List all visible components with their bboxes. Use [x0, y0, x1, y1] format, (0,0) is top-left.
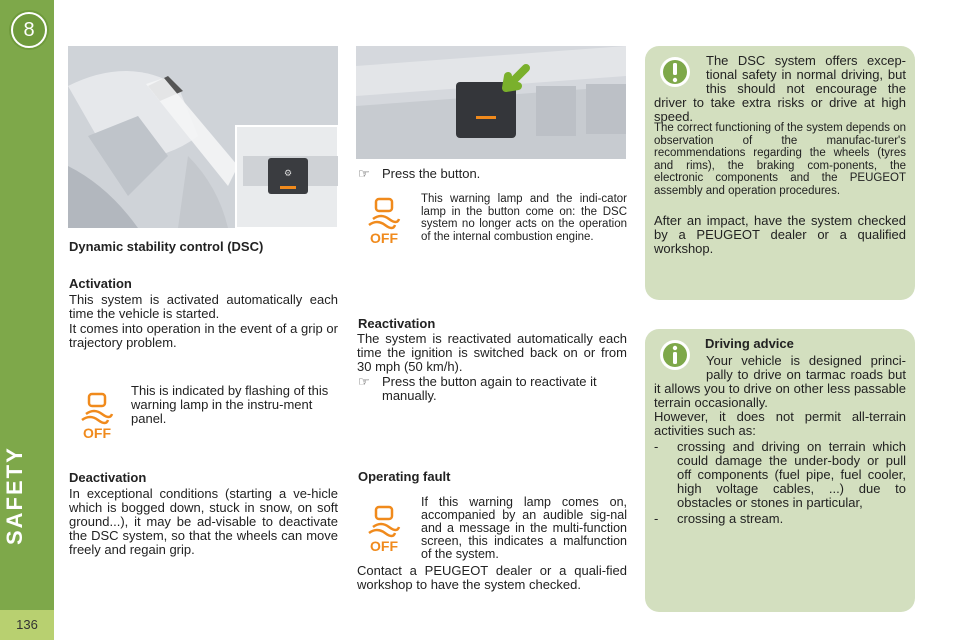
- section-label: SAFETY: [2, 446, 27, 545]
- activation-paragraph-2: It comes into operation in the event of a grip or trajectory problem.: [69, 321, 338, 350]
- dsc-off-warning-icon: [367, 505, 401, 553]
- operating-fault-heading: Operating fault: [358, 469, 451, 484]
- dashboard-photo: [68, 46, 338, 228]
- operating-fault-contact: Contact a PEUGEOT dealer or a quali-fied workshop to have the system checked.: [357, 563, 627, 592]
- deactivation-paragraph: In exceptional conditions (starting a ve-hicle which is bogged down, stuck in snow, on soft ground...), it may be ad-visable to deactivate the DSC system, so that the wheels can move freely and regain grip.: [69, 486, 338, 557]
- activation-paragraph-1: This system is activated automatically each time the vehicle is started.: [69, 292, 338, 321]
- warning-paragraph-2: The correct functioning of the system depends on observation of the manufac-turer's recommendations regarding the wheels (tyres and rims), the braking com-ponents, the electronic components and the PEUGEOT assembly and operation procedures.: [654, 122, 906, 197]
- driving-advice-list: [654, 440, 906, 526]
- list-item: - crossing and driving on terrain which could damage the under-body or pull off components (fuel pipe, fuel cooler, high voltage cables, ...) due to obstacles or stones in particular,: [654, 439, 906, 510]
- chapter-number: 8: [11, 12, 47, 48]
- driving-advice-heading: Driving advice: [705, 336, 794, 351]
- svg-text:OFF: OFF: [83, 425, 111, 440]
- driving-advice-paragraph-1: Your vehicle is designed princi-pally to drive on tarmac roads but it allows you to drive on other less passable terrain occasionally.: [654, 353, 906, 410]
- dsc-off-warning-icon: [80, 392, 114, 440]
- svg-text:OFF: OFF: [370, 230, 398, 245]
- svg-text:OFF: OFF: [370, 538, 398, 553]
- warning-panel: [645, 46, 915, 300]
- press-button-bullet: ☞ Press the button.: [358, 166, 481, 181]
- dsc-off-warning-icon: [367, 197, 401, 245]
- warning-intro: The DSC system offers excep-tional safety in normal driving, but this should not encourage the driver to take extra risks or drive at high speed.: [654, 53, 906, 124]
- driving-advice-paragraph-2: However, it does not permit all-terrain activities such as:: [654, 409, 906, 438]
- section-title: Dynamic stability control (DSC): [69, 239, 264, 254]
- flash-note: This is indicated by flashing of this warning lamp in the instru-ment panel.: [131, 383, 329, 426]
- button-photo: [356, 46, 626, 159]
- reactivation-paragraph: The system is reactivated automatically each time the ignition is switched back on or from 30 mph (50 km/h).: [357, 331, 627, 374]
- driving-advice-panel: [645, 329, 915, 612]
- lamp-note: This warning lamp and the indi-cator lamp in the button come on: the DSC system no longer acts on the operation of the internal combustion engine.: [421, 193, 627, 243]
- reactivation-heading: Reactivation: [358, 316, 436, 331]
- chapter-sidebar: [0, 0, 54, 640]
- activation-heading: Activation: [69, 276, 132, 291]
- list-item: - crossing a stream.: [654, 511, 784, 526]
- warning-paragraph-3: After an impact, have the system checked by a PEUGEOT dealer or a qualified workshop.: [654, 213, 906, 256]
- reactivation-bullet: ☞ Press the button again to reactivate it manually.: [358, 374, 597, 403]
- operating-fault-note: If this warning lamp comes on, accompanied by an audible sig-nal and a message in the multi-function screen, this indicates a malfunction of the system.: [421, 495, 627, 561]
- page-number: 136: [0, 610, 54, 640]
- deactivation-heading: Deactivation: [69, 470, 147, 485]
- svg-text:⚙: ⚙: [283, 169, 293, 179]
